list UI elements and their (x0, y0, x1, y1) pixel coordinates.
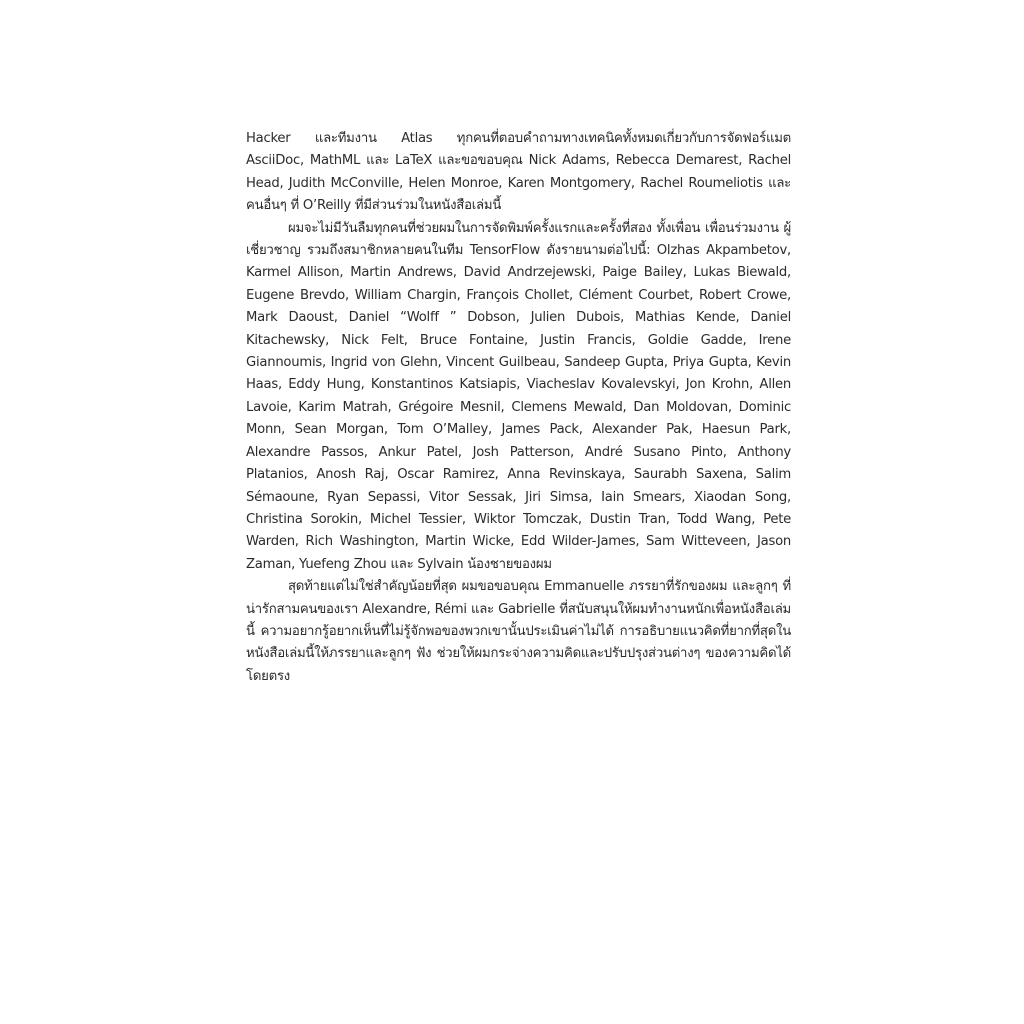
paragraph-atlas-thanks: Hacker และทีมงาน Atlas ทุกคนที่ตอบคำถามทางเทคนิคทั้งหมดเกี่ยวกับการจัดฟอร์แมต AsciiDoc, MathML และ LaTeX และขอขอบคุณ Nick Adams, Rebecca Demarest, Rachel Head, Judith McConville, Helen Monroe, Karen Montgomery, Rachel Roumeliotis และคนอื่นๆ ที่ O’Reilly ที่มีส่วนร่วมในหนังสือเล่มนี้ (246, 131, 791, 214)
document-page (246, 128, 791, 688)
paragraph-contributors: ผมจะไม่มีวันลืมทุกคนที่ช่วยผมในการจัดพิมพ์ครั้งแรกและครั้งที่สอง ทั้งเพื่อน เพื่อนร่วมงาน ผู้เชี่ยวชาญ รวมถึงสมาชิกหลายคนในทีม TensorFlow ดังรายนามต่อไปนี้: Olzhas Akpambetov, Karmel Allison, Martin Andrews, David Andrzejewski, Paige Bailey, Lukas Biewald, Eugene Brevdo, William Chargin, François Chollet, Clément Courbet, Robert Crowe, Mark Daoust, Daniel “Wolff ” Dobson, Julien Dubois, Mathias Kende, Daniel Kitachewsky, Nick Felt, Bruce Fontaine, Justin Francis, Goldie Gadde, Irene Giannoumis, Ingrid von Glehn, Vincent Guilbeau, Sandeep Gupta, Priya Gupta, Kevin Haas, Eddy Hung, Konstantinos Katsiapis, Viacheslav Kovalevskyi, Jon Krohn, Allen Lavoie, Karim Matrah, Grégoire Mesnil, Clemens Mewald, Dan Moldovan, Dominic Monn, Sean Morgan, Tom O’Malley, James Pack, Alexander Pak, Haesun Park, Alexandre Passos, Ankur Patel, Josh Patterson, André Susano Pinto, Anthony Platanios, Anosh Raj, Oscar Ramirez, Anna Revinskaya, Saurabh Saxena, Salim Sémaoune, Ryan Sepassi, Vitor Sessak, Jiri Simsa, Iain Smears, Xiaodan Song, Christina Sorokin, Michel Tessier, Wiktor Tomczak, Dustin Tran, Todd Wang, Pete Warden, Rich Washington, Martin Wicke, Edd Wilder-James, Sam Witteveen, Jason Zaman, Yuefeng Zhou และ Sylvain น้องชายของผม (246, 220, 791, 572)
paragraph-family-thanks: สุดท้ายแต่ไม่ใช่สำคัญน้อยที่สุด ผมขอขอบคุณ Emmanuelle ภรรยาที่รักของผม และลูกๆ ที่น่ารักสามคนของเรา Alexandre, Rémi และ Gabrielle ที่สนับสนุนให้ผมทำงานหนักเพื่อหนังสือเล่มนี้ ความอยากรู้อยากเห็นที่ไม่รู้จักพอของพวกเขานั้นประเมินค่าไม่ได้ การอธิบายแนวคิดที่ยากที่สุดในหนังสือเล่มนี้ให้ภรรยาและลูกๆ ฟัง ช่วยให้ผมกระจ่างความคิดและปรับปรุงส่วนต่างๆ ของความคิดได้โดยตรง (246, 579, 791, 684)
